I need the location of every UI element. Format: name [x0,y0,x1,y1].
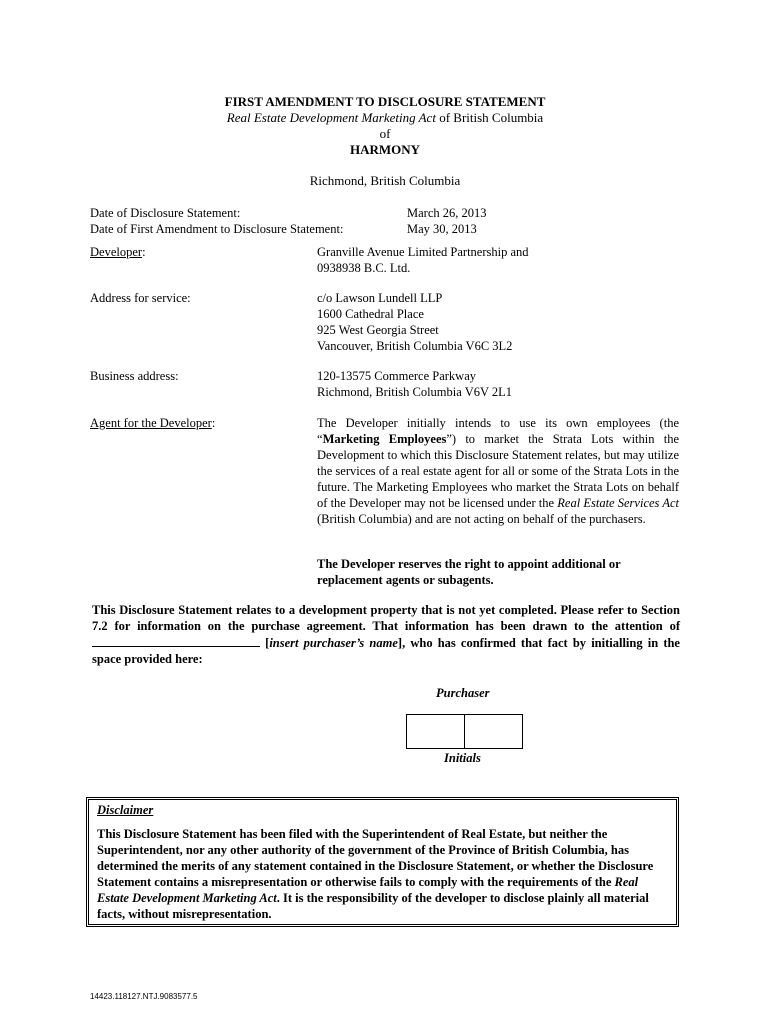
agent-label-colon: : [211,416,216,430]
of-line: of [379,126,391,141]
purchaser-label: Purchaser [436,686,490,700]
act-name: Real Estate Development Marketing Act [226,110,436,125]
disclosure-date-label: Date of Disclosure Statement: [90,206,241,220]
initials-box-divider [464,715,465,748]
agent-paragraph [317,415,679,527]
developer-label-text: Developer [90,245,143,259]
notice-text: [ [260,636,270,650]
disclaimer-content [97,802,669,922]
agent-label [90,415,215,431]
agent-text: ”) to market the Strata Lots within the Development to which this Disclosure Statement relates, but may utilize the services of a real estate agent for all or some of the Strata Lots in the future. The Marketing Employees who market the Strata Lots on behalf of the Developer may not be licensed under the [317,432,679,510]
document-reference-number: 14423.118127.NTJ.9083577.5 [90,992,198,1001]
act-line [0,110,770,126]
service-address-line: Vancouver, British Columbia V6C 3L2 [317,339,513,353]
developer-line-1: Granville Avenue Limited Partnership and [317,245,529,259]
act-suffix: of British Columbia [435,110,544,125]
disclaimer-title: Disclaimer [97,803,154,817]
disclaimer-text-part: This Disclosure Statement has been filed with the Superintendent of Real Estate, but neither the Superintendent, nor any other authority of the government of the Province of British Columbia, has determined the merits of any statement contained in the Disclosure Statement, or whether the Disclosure Statement contains a misrepresentation or otherwise fails to comply with the requirements of the [97,827,654,889]
project-name: HARMONY [349,142,421,157]
initials-label: Initials [444,751,481,765]
project-location: Richmond, British Columbia [309,173,461,188]
disclaimer-text-part: . It is the responsibility of the developer to disclose plainly all material facts, without misrepresentation. [97,891,649,921]
service-address-line: 1600 Cathedral Place [317,307,424,321]
agent-label-text: Agent for the Developer [90,416,212,430]
developer-label-colon: : [142,245,146,259]
amendment-date-label: Date of First Amendment to Disclosure Statement: [90,222,344,236]
agent-reservation: The Developer reserves the right to appoint additional or replacement agents or subagents. [317,557,621,587]
service-address-line: 925 West Georgia Street [317,323,439,337]
developer-label [90,244,146,260]
disclaimer-box [86,797,679,927]
document-title: FIRST AMENDMENT TO DISCLOSURE STATEMENT [224,94,546,109]
disclaimer-act-name: Real Estate Development Marketing Act [97,875,639,905]
agent-text: The Developer initially intends to use its own employees (the “ [317,416,679,446]
service-address-label: Address for service: [90,291,191,305]
notice-text: ], who has confirmed that fact by initialling in the space provided here: [92,636,680,666]
agent-defined-term: Marketing Employees [322,432,447,446]
business-address-label: Business address: [90,369,179,383]
purchaser-notice [92,602,680,667]
agent-text: (British Columbia) and are not acting on behalf of the purchasers. [317,512,646,526]
notice-placeholder: insert purchaser’s name [269,636,398,650]
disclosure-date-value: March 26, 2013 [407,206,487,220]
agent-act-name: Real Estate Services Act [557,496,680,510]
developer-line-2: 0938938 B.C. Ltd. [317,261,411,275]
service-address-line: c/o Lawson Lundell LLP [317,291,443,305]
disclaimer-text [97,826,669,922]
initials-box[interactable] [406,714,523,749]
business-address-line: Richmond, British Columbia V6V 2L1 [317,385,513,399]
notice-text: This Disclosure Statement relates to a development property that is not yet completed. Please refer to Section 7.2 for information on the purchase agreement. That information has been drawn to the attention of [92,603,680,633]
amendment-date-value: May 30, 2013 [407,222,477,236]
business-address-line: 120-13575 Commerce Parkway [317,369,476,383]
purchaser-name-blank[interactable] [92,634,260,647]
